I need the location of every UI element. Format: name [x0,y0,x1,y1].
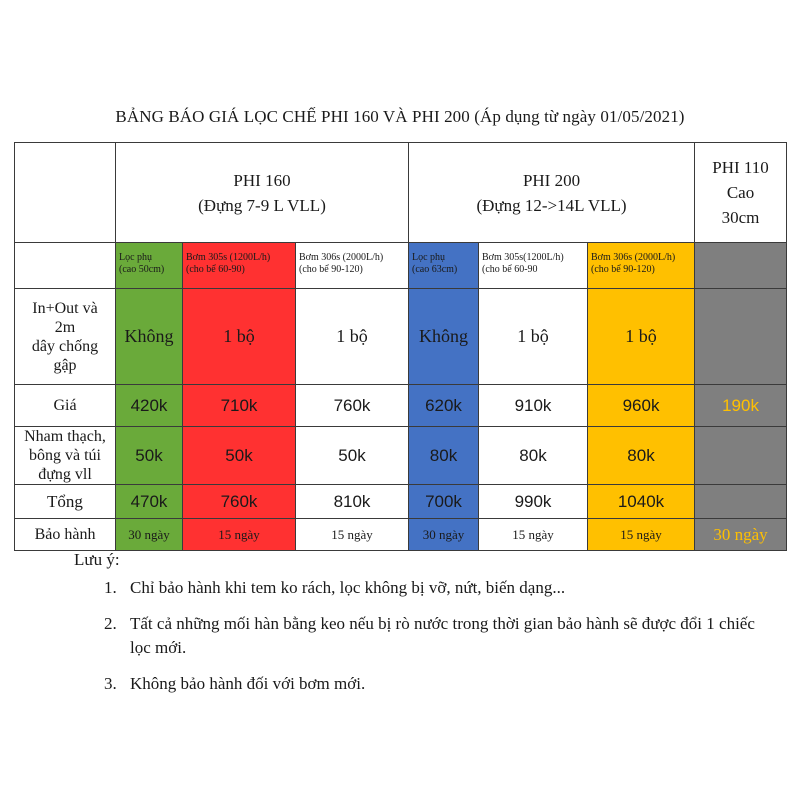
table-cell: 15 ngày [479,519,588,551]
list-item: 1. Chỉ bảo hành khi tem ko rách, lọc không bị vỡ, nứt, biến dạng... [104,578,566,597]
list-item: 2. Tất cả những mối hàn bằng keo nếu bị rò nước trong thời gian bảo hành sẽ được đổi 1 chiếc lọc mới. [104,614,755,657]
table-cell: 1040k [588,485,695,519]
table-cell: 960k [588,385,695,427]
row-label: Tổng [15,485,116,519]
table-row [15,519,787,551]
group-subtitle: Cao [726,183,755,202]
table-cell: 30 ngày [116,519,183,551]
table-cell: 700k [409,485,479,519]
subheader-cell: Bơm 305s (1200L/h) (cho bể 60-90) [183,243,296,289]
table-cell: 30 ngày [409,519,479,551]
group-header-phi110 [695,143,787,243]
group-title: PHI 200 [522,170,581,190]
table-cell: 910k [479,385,588,427]
subheader-cell: Bơm 305s(1200L/h) (cho bể 60-90 [479,243,588,289]
table-cell: 1 bộ [588,289,695,385]
table-cell: 470k [116,485,183,519]
empty-label-cell [15,243,116,289]
row-label: Bảo hành [15,519,116,551]
table-cell: Không [116,289,183,385]
group-header-phi200 [409,143,695,243]
table-cell: 15 ngày [588,519,695,551]
subheader-cell: Bơm 306s (2000L/h) (cho bể 90-120) [296,243,409,289]
table-cell: 620k [409,385,479,427]
table-cell: 1 bộ [479,289,588,385]
subheader-cell: Lọc phụ (cao 63cm) [409,243,479,289]
group-capacity: (Đựng 7-9 L VLL) [198,195,326,215]
table-cell [695,289,787,385]
row-label: In+Out và 2m dây chống gập [15,289,116,385]
empty-corner-cell [15,143,116,243]
table-cell: 710k [183,385,296,427]
table-cell [695,427,787,485]
table-cell: 15 ngày [183,519,296,551]
table-cell: 80k [409,427,479,485]
table-cell: 420k [116,385,183,427]
group-title: PHI 110 [712,158,769,177]
table-cell [695,485,787,519]
table-row [15,427,787,485]
table-cell: 50k [116,427,183,485]
group-header-row [15,143,787,243]
notes-list [0,576,800,708]
notes-label: Lưu ý: [74,550,120,569]
table-cell: 50k [296,427,409,485]
table-cell: 50k [183,427,296,485]
list-item: 3. Không bảo hành đối với bơm mới. [104,674,366,693]
table-cell: Không [409,289,479,385]
subheader-row [15,243,787,289]
group-subtitle: 30cm [721,208,760,227]
phi110-empty-cell [695,243,787,289]
table-cell: 760k [183,485,296,519]
price-table [14,142,787,551]
table-cell: 80k [588,427,695,485]
table-cell: 15 ngày [296,519,409,551]
page-title: BẢNG BÁO GIÁ LỌC CHẾ PHI 160 VÀ PHI 200 (Áp dụng từ ngày 01/05/2021) [115,107,685,126]
table-cell: 990k [479,485,588,519]
table-cell: 760k [296,385,409,427]
group-capacity: (Đựng 12->14L VLL) [476,195,627,215]
subheader-cell: Lọc phụ (cao 50cm) [116,243,183,289]
table-cell: 1 bộ [183,289,296,385]
subheader-cell: Bơm 306s (2000L/h) (cho bể 90-120) [588,243,695,289]
table-cell: 1 bộ [296,289,409,385]
row-label: Nham thạch, bông và túi đựng vll [15,427,116,485]
table-row [15,485,787,519]
table-row [15,385,787,427]
table-cell: 190k [695,385,787,427]
table-cell: 30 ngày [695,519,787,551]
group-title: PHI 160 [233,170,291,190]
row-label: Giá [15,385,116,427]
table-cell: 810k [296,485,409,519]
table-row [15,289,787,385]
group-header-phi160 [116,143,409,243]
table-cell: 80k [479,427,588,485]
